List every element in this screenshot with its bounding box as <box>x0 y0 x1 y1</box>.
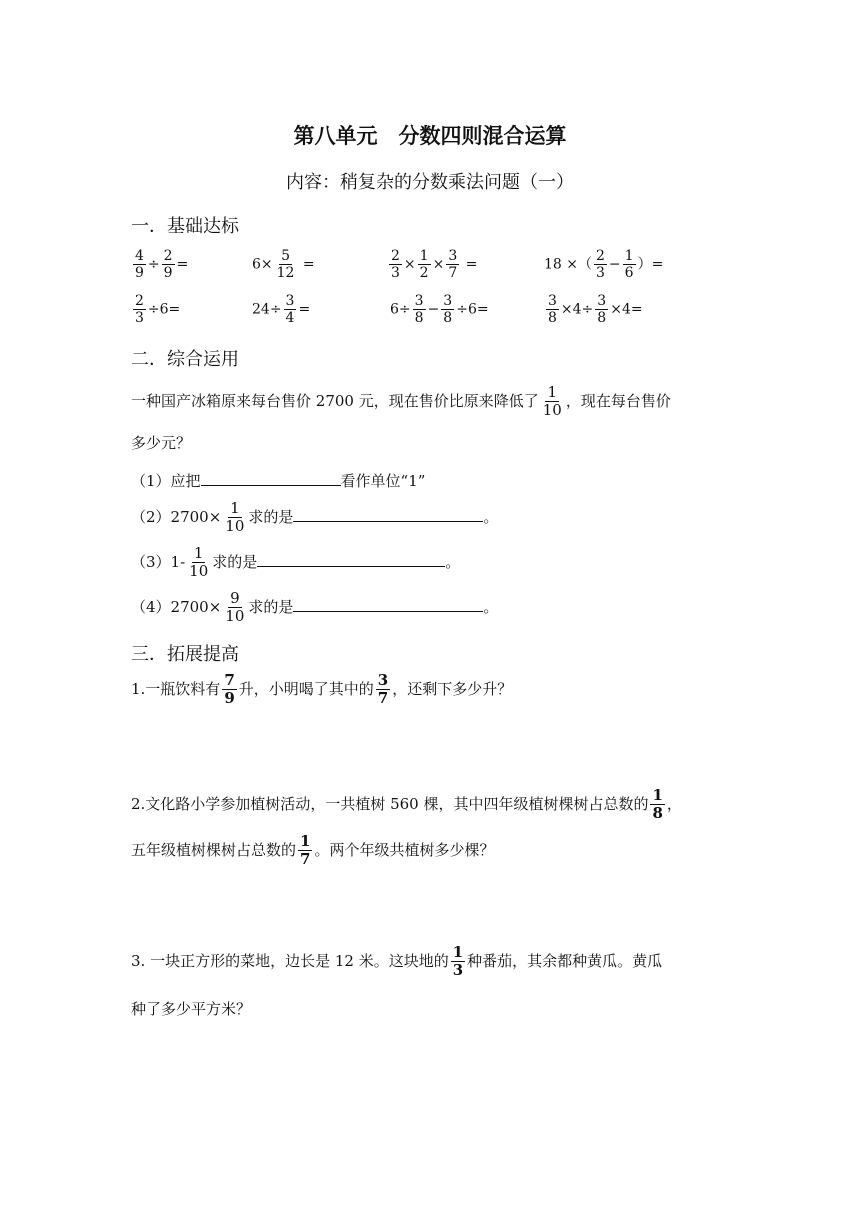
question-2: （2）2700× $\frac{1}{10}$ 求的是 。 <box>131 499 499 536</box>
problem-3-line2: 种了多少平方米？ <box>131 1000 252 1018</box>
exercise-1-3: $\frac{2}{3}$ × $\frac{1}{2}$ × $\frac{3}{7}$ = <box>391 248 478 282</box>
answer-blank-2[interactable] <box>293 507 483 522</box>
section-heading-applied: 二．综合运用 <box>131 349 239 370</box>
exercise-1-4: 18 ×（ $\frac{2}{3}$ − $\frac{1}{6}$ ）= <box>544 248 664 282</box>
problem-3-line1: 3. 一块正方形的菜地，边长是 12 米。这块地的 $\frac{1}{3}$ 种番茄，其余都种黄瓜。黄瓜 <box>131 943 663 980</box>
question-3: （3）1- $\frac{1}{10}$ 求的是 。 <box>131 544 461 581</box>
section-heading-extension: 三．拓展提高 <box>131 644 239 665</box>
problem-2-line1: 2.文化路小学参加植树活动，一共植树 560 棵，其中四年级植树棵树占总数的 $\frac{1}{8}$ ， <box>131 786 682 823</box>
page-title: 第八单元 分数四则混合运算 <box>293 123 567 148</box>
section-heading-basic: 一．基础达标 <box>131 216 239 237</box>
answer-blank-1[interactable] <box>201 471 341 486</box>
problem-2-line2: 五年级植树棵树占总数的 $\frac{1}{7}$ 。两个年级共植树多少棵？ <box>131 832 495 869</box>
problem-fridge-line1: 一种国产冰箱原来每台售价 2700 元，现在售价比原来降低了 $\frac{1}{10}$ ，现在每台售价 <box>131 383 671 420</box>
problem-1: 1.一瓶饮料有 $\frac{7}{9}$ 升，小明喝了其中的 $\frac{3}{7}$ ，还剩下多少升？ <box>131 671 513 708</box>
exercise-2-2: 24÷ $\frac{3}{4}$ = <box>252 293 311 327</box>
exercise-2-4: $\frac{3}{8}$ ×4÷ $\frac{3}{8}$ ×4= <box>548 293 643 327</box>
question-1: （1）应把 看作单位“1” <box>131 472 426 490</box>
answer-blank-4[interactable] <box>293 597 483 612</box>
exercise-2-1: $\frac{2}{3}$ ÷6= <box>135 293 181 327</box>
page-subtitle: 内容：稍复杂的分数乘法问题（一） <box>286 172 574 193</box>
exercise-2-3: 6÷ $\frac{3}{8}$ − $\frac{3}{8}$ ÷6= <box>390 293 489 327</box>
question-4: （4）2700× $\frac{9}{10}$ 求的是 。 <box>131 589 499 626</box>
exercise-1-2: 6× $\frac{5}{12}$ = <box>252 248 315 282</box>
answer-blank-3[interactable] <box>257 552 445 567</box>
exercise-1-1: $\frac{4}{9}$ ÷ $\frac{2}{9}$ = <box>135 248 189 282</box>
problem-fridge-line2: 多少元？ <box>131 434 192 452</box>
